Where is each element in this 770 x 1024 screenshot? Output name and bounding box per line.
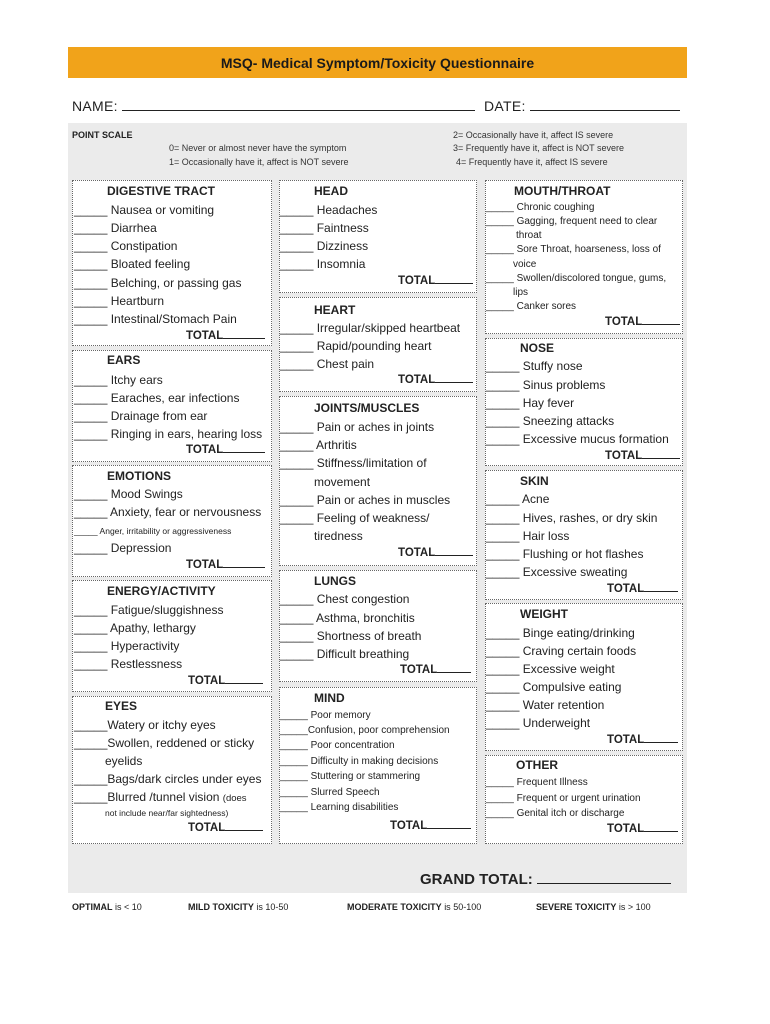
grand-total-input-line[interactable] [537, 883, 671, 884]
legend-moderate: MODERATE TOXICITY is 50-100 [347, 902, 482, 912]
mouth-item[interactable]: _____ Gagging, frequent need to clear [486, 216, 658, 227]
date-label: DATE: [484, 98, 526, 114]
scale-0: 0= Never or almost never have the symptom [169, 143, 347, 153]
other-item[interactable]: _____ Frequent or urgent urination [486, 793, 641, 804]
emotions-total[interactable]: TOTAL [186, 559, 265, 571]
energy-item[interactable]: _____ Restlessness [74, 657, 183, 671]
emotions-item[interactable]: _____ Mood Swings [74, 487, 183, 501]
joints-item[interactable]: _____ Stiffness/limitation of [280, 456, 427, 470]
ears-item[interactable]: _____ Itchy ears [74, 373, 163, 387]
eyes-item[interactable]: _____Bags/dark circles under eyes [74, 772, 262, 786]
eyes-title: EYES [105, 699, 138, 713]
digestive-item[interactable]: _____ Belching, or passing gas [74, 276, 242, 290]
mouth-item-cont: lips [513, 287, 529, 298]
eyes-total[interactable]: TOTAL [188, 822, 263, 834]
name-field[interactable] [72, 98, 475, 114]
nose-item[interactable]: _____ Hay fever [486, 396, 575, 410]
ears-title: EARS [107, 353, 141, 367]
heart-total[interactable]: TOTAL [398, 374, 473, 386]
scale-1: 1= Occasionally have it, affect is NOT severe [169, 157, 349, 167]
other-title: OTHER [516, 758, 558, 772]
nose-item[interactable]: _____ Excessive mucus formation [486, 432, 669, 446]
emotions-title: EMOTIONS [107, 469, 172, 483]
name-input-line[interactable] [122, 110, 475, 111]
digestive-item[interactable]: _____ Diarrhea [74, 221, 157, 235]
eyes-item-cont: not include near/far sightedness) [105, 808, 229, 818]
mind-item[interactable]: _____ Stuttering or stammering [280, 771, 421, 782]
point-scale-label: POINT SCALE [72, 130, 133, 140]
mind-total[interactable]: TOTAL [390, 820, 471, 832]
ears-item[interactable]: _____ Earaches, ear infections [74, 391, 240, 405]
mouth-total[interactable]: TOTAL [605, 316, 680, 328]
joints-item[interactable]: _____ Pain or aches in muscles [280, 493, 451, 507]
joints-item-cont: movement [314, 475, 371, 489]
ears-total[interactable]: TOTAL [186, 444, 265, 456]
weight-title: WEIGHT [520, 607, 568, 621]
skin-item[interactable]: _____ Hives, rashes, or dry skin [486, 511, 658, 525]
skin-item[interactable]: _____ Hair loss [486, 529, 570, 543]
digestive-item[interactable]: _____ Bloated feeling [74, 257, 191, 271]
mind-item[interactable]: _____ Slurred Speech [280, 787, 380, 798]
lungs-item[interactable]: _____ Chest congestion [280, 592, 410, 606]
energy-total[interactable]: TOTAL [188, 675, 263, 687]
legend-mild: MILD TOXICITY is 10-50 [188, 902, 289, 912]
head-item[interactable]: _____ Insomnia [280, 257, 366, 271]
digestive-total[interactable]: TOTAL [186, 330, 265, 342]
heart-item[interactable]: _____ Irregular/skipped heartbeat [280, 321, 461, 335]
energy-item[interactable]: _____ Fatigue/sluggishness [74, 603, 224, 617]
nose-title: NOSE [520, 341, 555, 355]
skin-item[interactable]: _____ Flushing or hot flashes [486, 547, 644, 561]
nose-total[interactable]: TOTAL [605, 450, 680, 462]
joints-item[interactable]: _____ Pain or aches in joints [280, 420, 435, 434]
eyes-item-cont: eyelids [105, 754, 143, 768]
weight-item[interactable]: _____ Binge eating/drinking [486, 626, 635, 640]
nose-item[interactable]: _____ Sneezing attacks [486, 414, 615, 428]
nose-item[interactable]: _____ Sinus problems [486, 378, 606, 392]
mind-item[interactable]: _____Confusion, poor comprehension [280, 725, 450, 736]
joints-item[interactable]: _____ Arthritis [280, 438, 357, 452]
head-item[interactable]: _____ Headaches [280, 203, 378, 217]
skin-title: SKIN [520, 474, 549, 488]
date-field[interactable] [484, 98, 680, 114]
mouth-item[interactable]: _____ Sore Throat, hoarseness, loss of [486, 244, 661, 255]
head-item[interactable]: _____ Dizziness [280, 239, 369, 253]
scale-2: 2= Occasionally have it, affect IS severe [453, 130, 614, 140]
legend-severe: SEVERE TOXICITY is > 100 [536, 902, 651, 912]
lungs-item[interactable]: _____ Shortness of breath [280, 629, 422, 643]
skin-item[interactable]: _____ Excessive sweating [486, 565, 628, 579]
grand-total[interactable] [420, 871, 671, 888]
lungs-total[interactable]: TOTAL [400, 664, 471, 676]
lungs-title: LUNGS [314, 574, 356, 588]
weight-item[interactable]: _____ Compulsive eating [486, 680, 622, 694]
digestive-item[interactable]: _____ Nausea or vomiting [74, 203, 215, 217]
other-item[interactable]: _____ Frequent Illness [486, 777, 588, 788]
skin-item[interactable]: _____ Acne [486, 492, 550, 506]
emotions-item[interactable]: _____ Anger, irritability or aggressiveness [74, 526, 232, 536]
heart-title: HEART [314, 303, 356, 317]
digestive-title: DIGESTIVE TRACT [107, 184, 216, 198]
eyes-item[interactable]: _____Blurred /tunnel vision (does [74, 790, 247, 804]
nose-item[interactable]: _____ Stuffy nose [486, 359, 583, 373]
mind-title: MIND [314, 691, 345, 705]
mouth-item-cont: voice [513, 259, 537, 270]
mind-item[interactable]: _____ Poor memory [280, 710, 371, 721]
ears-item[interactable]: _____ Ringing in ears, hearing loss [74, 427, 263, 441]
emotions-item[interactable]: _____ Depression [74, 541, 172, 555]
heart-item[interactable]: _____ Rapid/pounding heart [280, 339, 432, 353]
digestive-item[interactable]: _____ Constipation [74, 239, 178, 253]
mouth-title: MOUTH/THROAT [514, 184, 611, 198]
emotions-item[interactable]: _____ Anxiety, fear or nervousness [74, 505, 262, 519]
mind-item[interactable]: _____ Difficulty in making decisions [280, 756, 439, 767]
scale-4: 4= Frequently have it, affect IS severe [456, 157, 608, 167]
name-label: NAME: [72, 98, 118, 114]
eyes-item[interactable]: _____Watery or itchy eyes [74, 718, 216, 732]
lungs-item[interactable]: _____ Asthma, bronchitis [280, 611, 415, 625]
joints-total[interactable]: TOTAL [398, 547, 473, 559]
weight-item[interactable]: _____ Excessive weight [486, 662, 615, 676]
digestive-item[interactable]: _____ Heartburn [74, 294, 165, 308]
grand-total-label: GRAND TOTAL: [420, 871, 533, 888]
eyes-item[interactable]: _____Swollen, reddened or sticky [74, 736, 255, 750]
head-item[interactable]: _____ Faintness [280, 221, 369, 235]
scale-3: 3= Frequently have it, affect is NOT severe [453, 143, 624, 153]
mouth-item[interactable]: _____ Swollen/discolored tongue, gums, [486, 273, 667, 284]
weight-item[interactable]: _____ Underweight [486, 716, 591, 730]
legend-optimal: OPTIMAL is < 10 [72, 902, 142, 912]
page-title: MSQ- Medical Symptom/Toxicity Questionnaire [68, 47, 687, 78]
ears-item[interactable]: _____ Drainage from ear [74, 409, 208, 423]
head-title: HEAD [314, 184, 349, 198]
weight-item[interactable]: _____ Craving certain foods [486, 644, 637, 658]
mind-item[interactable]: _____ Poor concentration [280, 740, 395, 751]
weight-item[interactable]: _____ Water retention [486, 698, 605, 712]
date-input-line[interactable] [530, 110, 680, 111]
mind-item[interactable]: _____ Learning disabilities [280, 802, 399, 813]
joints-title: JOINTS/MUSCLES [314, 401, 420, 415]
energy-title: ENERGY/ACTIVITY [107, 584, 216, 598]
mouth-item[interactable]: _____ Chronic coughing [486, 202, 595, 213]
weight-total[interactable]: TOTAL [607, 734, 678, 746]
digestive-item[interactable]: _____ Intestinal/Stomach Pain [74, 312, 237, 326]
joints-item-cont: tiredness [314, 529, 363, 543]
head-total[interactable]: TOTAL [398, 275, 473, 287]
energy-item[interactable]: _____ Hyperactivity [74, 639, 180, 653]
mouth-item-cont: throat [516, 230, 542, 241]
skin-total[interactable]: TOTAL [607, 583, 678, 595]
lungs-item[interactable]: _____ Difficult breathing [280, 647, 410, 661]
joints-item[interactable]: _____ Feeling of weakness/ [280, 511, 430, 525]
energy-item[interactable]: _____ Apathy, lethargy [74, 621, 196, 635]
other-item[interactable]: _____ Genital itch or discharge [486, 808, 625, 819]
mouth-item[interactable]: _____ Canker sores [486, 301, 577, 312]
other-total[interactable]: TOTAL [607, 823, 678, 835]
heart-item[interactable]: _____ Chest pain [280, 357, 375, 371]
